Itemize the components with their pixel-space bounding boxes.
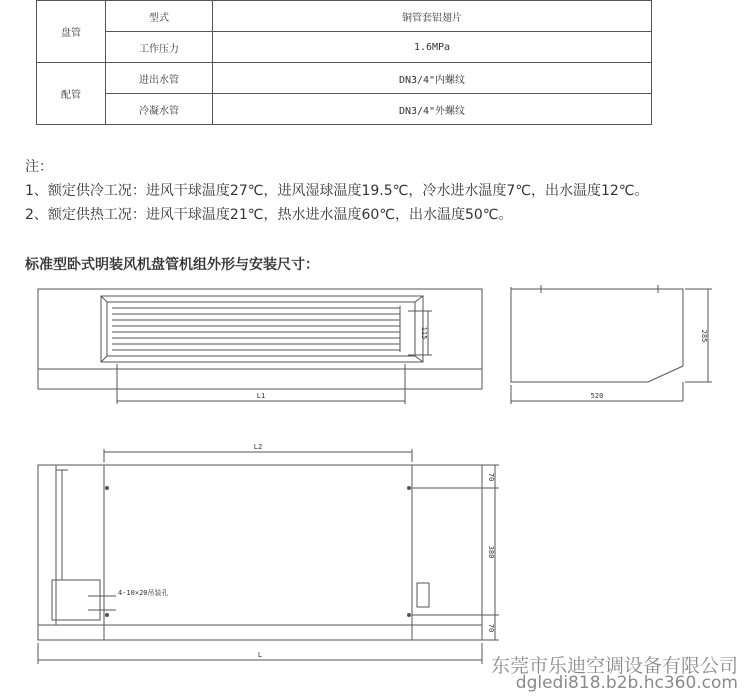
dim-l1: L1 — [256, 392, 266, 400]
watermark-url: dgledi818.b2b.hc360.com — [515, 673, 738, 693]
pressure-label: 工作压力 — [106, 32, 213, 63]
dim-70-bottom: 70 — [487, 623, 495, 633]
condensate-label: 冷凝水管 — [106, 94, 213, 125]
watermark-company: 东莞市乐迪空调设备有限公司 — [490, 655, 738, 677]
hole-label: 4-10×20吊装孔 — [118, 589, 169, 597]
dim-285: 285 — [700, 329, 708, 343]
pipe-group-cell: 配管 — [37, 63, 106, 125]
inlet-label: 进出水管 — [106, 63, 213, 94]
coil-type-value: 铜管套铝翅片 — [213, 1, 652, 32]
section-heading: 标准型卧式明装风机盘管机组外形与安装尺寸： — [25, 257, 319, 273]
notes-title: 注： — [25, 159, 53, 175]
dim-380: 380 — [487, 545, 495, 559]
pressure-value: 1.6MPa — [213, 32, 652, 63]
dim-520: 520 — [590, 392, 604, 400]
note-line-1: 1、额定供冷工况：进风干球温度27℃，进风湿球温度19.5℃，冷水进水温度7℃，出水温度12℃。 — [25, 183, 649, 199]
dim-l: L — [257, 651, 263, 659]
dim-l2: L2 — [253, 443, 263, 451]
condensate-value: DN3/4"外螺纹 — [213, 94, 652, 125]
coil-group-cell: 盘管 — [37, 1, 106, 63]
dim-70-top: 70 — [487, 472, 495, 482]
note-line-2: 2、额定供热工况：进风干球温度21℃，热水进水温度60℃，出水温度50℃。 — [25, 207, 513, 223]
inlet-value: DN3/4"内螺纹 — [213, 63, 652, 94]
coil-type-label: 型式 — [106, 1, 213, 32]
dim-115: 115 — [420, 326, 428, 340]
